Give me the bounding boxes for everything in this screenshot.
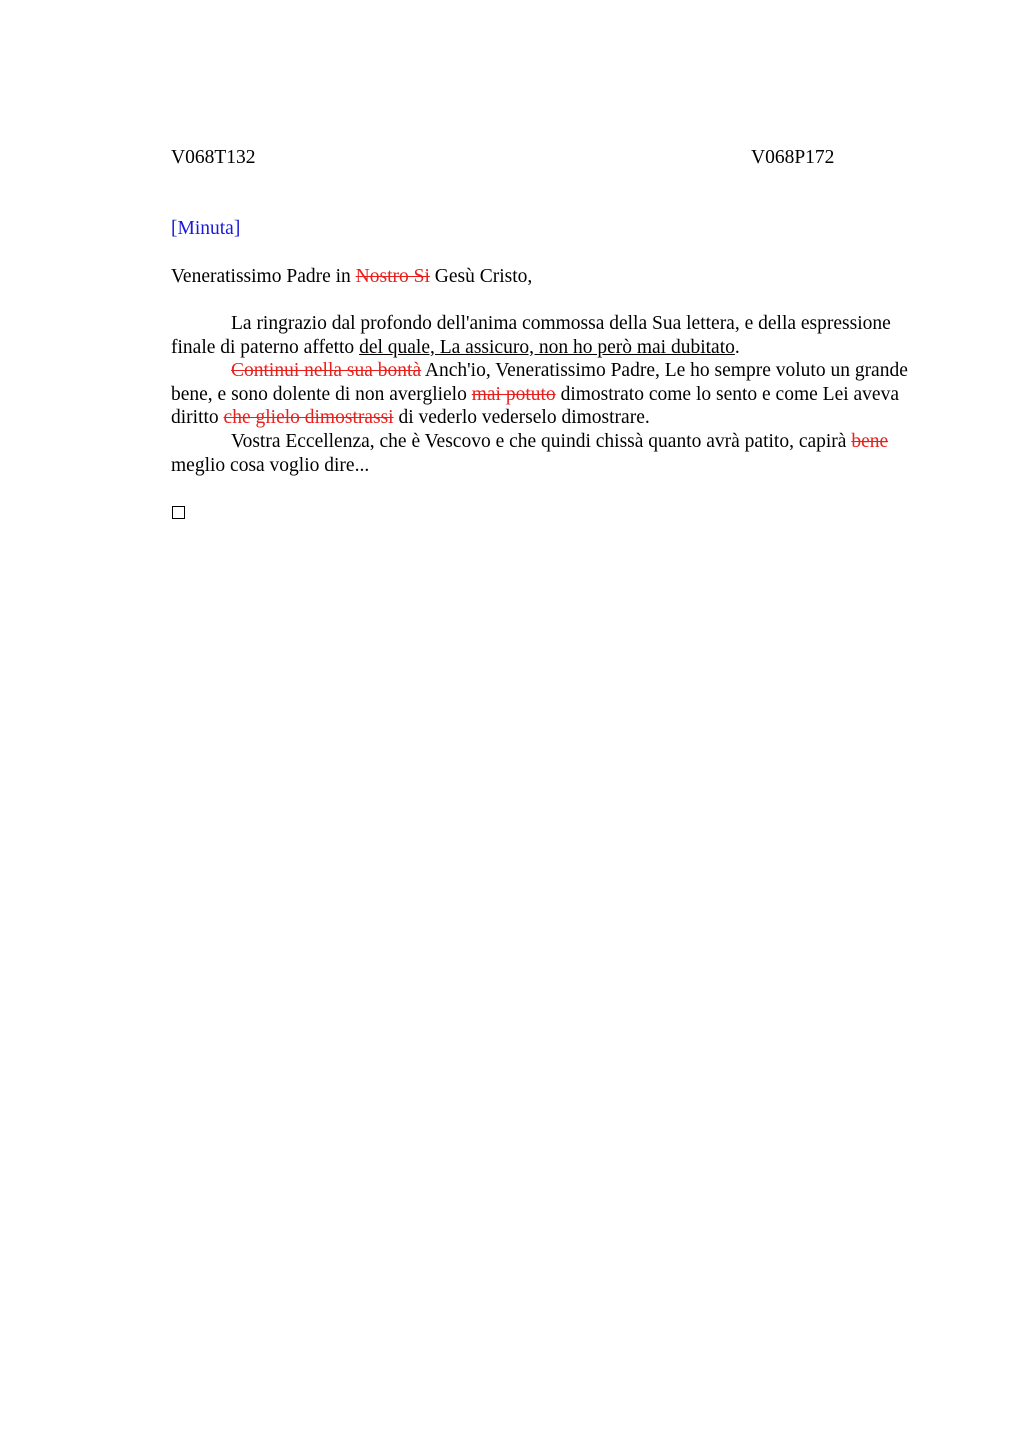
end-square-icon: [172, 506, 185, 519]
document-code-left: V068T132: [171, 147, 256, 168]
paragraph-text: di vederlo vederselo dimostrare.: [393, 407, 650, 429]
paragraph-text: .: [734, 336, 740, 358]
paragraph-text: Vostra Eccellenza, che è Vescovo e che quindi chissà quanto avrà patito, capirà: [231, 430, 852, 452]
paragraph-text: meglio cosa voglio dire...: [171, 454, 370, 476]
letter-body: [171, 312, 923, 477]
salutation-text: Gesù Cristo,: [429, 266, 533, 287]
deleted-text: che glielo dimostrassi: [223, 407, 394, 429]
salutation-text: Veneratissimo Padre in: [171, 266, 356, 287]
paragraph-text: dimostrato come lo sento e come Lei aveva diritto: [171, 383, 899, 429]
deleted-text: Nostro Si: [355, 266, 430, 287]
paragraph-text: Anch'io, Veneratissimo Padre, Le ho sempre voluto un grande bene, e sono dolente di non averglielo: [171, 360, 908, 405]
underlined-text: del quale, La assicuro, non ho però mai dubitato: [359, 336, 735, 358]
paragraph-1: [171, 312, 923, 359]
deleted-text: bene: [851, 430, 889, 452]
paragraph-3: [171, 430, 923, 477]
paragraph-2: [171, 359, 923, 430]
paragraph-text: La ringrazio dal profondo dell'anima commossa della Sua lettera, e della espressione finale di paterno affetto: [171, 313, 891, 358]
salutation: [171, 265, 532, 289]
draft-label: [Minuta]: [171, 218, 241, 239]
deleted-text: Continui nella sua bontà: [231, 360, 422, 382]
document-code-right: V068P172: [751, 147, 835, 168]
deleted-text: mai potuto: [471, 383, 556, 405]
